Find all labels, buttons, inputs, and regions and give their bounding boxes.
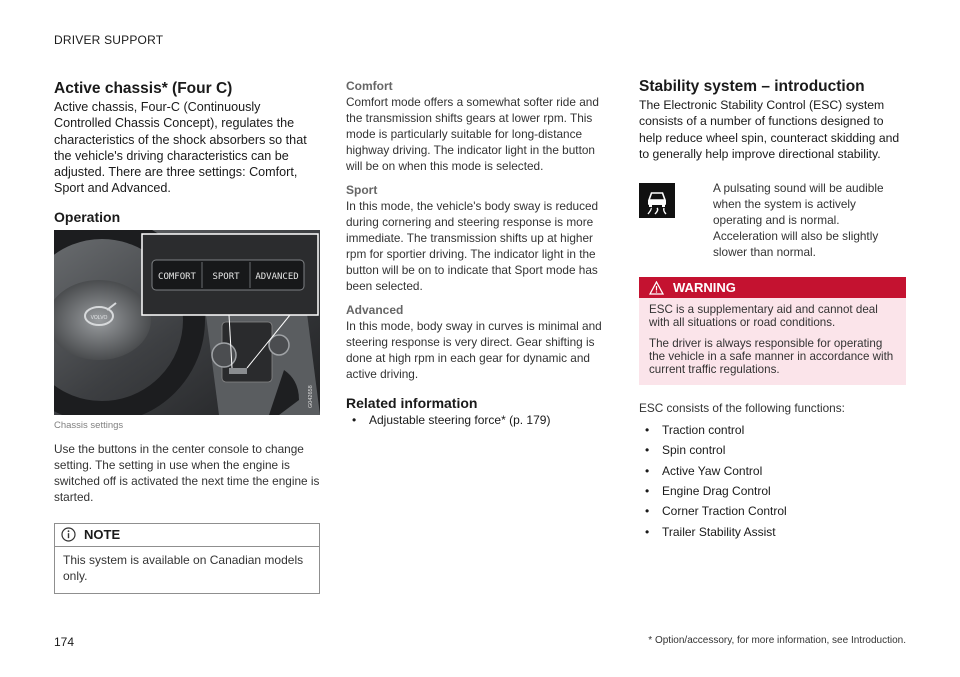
mode-sport (346, 183, 610, 294)
info-icon (61, 527, 76, 542)
sport-button-label: SPORT (212, 271, 240, 282)
svg-text:VOLVO: VOLVO (90, 314, 108, 321)
esc-skid-icon (639, 183, 675, 218)
mode-name: Advanced (346, 303, 404, 317)
note-text: This system is available on Canadian models only. (63, 552, 304, 583)
mode-text: Comfort mode offers a somewhat softer ride and the transmission shifts gears at lower rpm. This mode is particularly suitable for long-distance highway driving. The indicator light in the button will be on when this mode is selected. (346, 95, 599, 173)
page-number: 174 (54, 635, 75, 649)
list-item: • Corner Traction Control (639, 503, 906, 519)
esc-sound-note: A pulsating sound will be audible when the system is actively operating and is normal. Acceleration will also be slightly slower than normal. (713, 181, 884, 260)
list-item: • Active Yaw Control (639, 463, 906, 479)
middle-column (346, 79, 610, 428)
dashboard-illustration (54, 230, 320, 415)
list-item: • Trailer Stability Assist (639, 524, 906, 540)
footnote: * Option/accessory, for more information, see Introduction. (648, 635, 906, 646)
operation-heading: Operation (54, 208, 121, 225)
list-item: • Engine Drag Control (639, 483, 906, 499)
mode-name: Comfort (346, 79, 393, 93)
right-column (639, 77, 906, 544)
list-item: • Traction control (639, 422, 906, 438)
active-chassis-intro: Active chassis, Four-C (Continuously Controlled Chassis Concept), regulates the characteristics of the shock absorbers so that the vehicle's driving characteristics can be adjusted. There are three settings: Comfort, Sport and Advanced. (54, 100, 307, 196)
comfort-button-label: COMFORT (158, 271, 196, 282)
chassis-settings-figure (54, 230, 320, 415)
left-column (54, 79, 320, 594)
operation-text: Use the buttons in the center console to change setting. The setting in use when the engine is switched off is activated the next time the engine is started. (54, 441, 320, 504)
warning-text-2: The driver is always responsible for operating the vehicle in a safe manner in accordance with current traffic regulations. (649, 337, 894, 377)
esc-functions-intro: ESC consists of the following functions: (639, 401, 845, 416)
list-item: • Spin control (639, 442, 906, 458)
mode-text: In this mode, the vehicle's body sway is reduced during cornering and steering response is more immediate. The transmission shifts up at higher rpm for sportier driving. The indicator light in the button will be on to indicate that Sport mode has been selected. (346, 199, 599, 293)
related-info-list (346, 412, 610, 428)
related-info-link[interactable]: • Adjustable steering force* (p. 179) (346, 412, 610, 428)
warning-box (639, 277, 906, 385)
mode-text: In this mode, body sway in curves is minimal and steering response is very direct. Gear shifting is done at high rpm in each gear for dynamic and active driving. (346, 319, 602, 381)
mode-advanced (346, 303, 610, 382)
image-code: G042658 (308, 385, 314, 408)
active-chassis-title: Active chassis* (Four C) (54, 80, 233, 97)
stability-title: Stability system – introduction (639, 78, 865, 95)
mode-name: Sport (346, 183, 378, 197)
esc-functions-list (639, 422, 906, 539)
warning-label: WARNING (673, 280, 736, 296)
advanced-button-label: ADVANCED (255, 271, 299, 282)
figure-caption: Chassis settings (54, 419, 124, 431)
note-box (54, 523, 320, 594)
mode-comfort (346, 79, 610, 174)
stability-intro: The Electronic Stability Control (ESC) system consists of a number of functions designed to help reduce wheel spin, counteract skidding and to generally help improve directional stability. (639, 98, 900, 161)
note-label: NOTE (84, 527, 121, 543)
section-header: DRIVER SUPPORT (54, 33, 164, 47)
warning-triangle-icon (649, 281, 664, 295)
warning-text-1: ESC is a supplementary aid and cannot deal with all situations or road conditions. (649, 303, 878, 330)
related-info-heading: Related information (346, 395, 478, 411)
